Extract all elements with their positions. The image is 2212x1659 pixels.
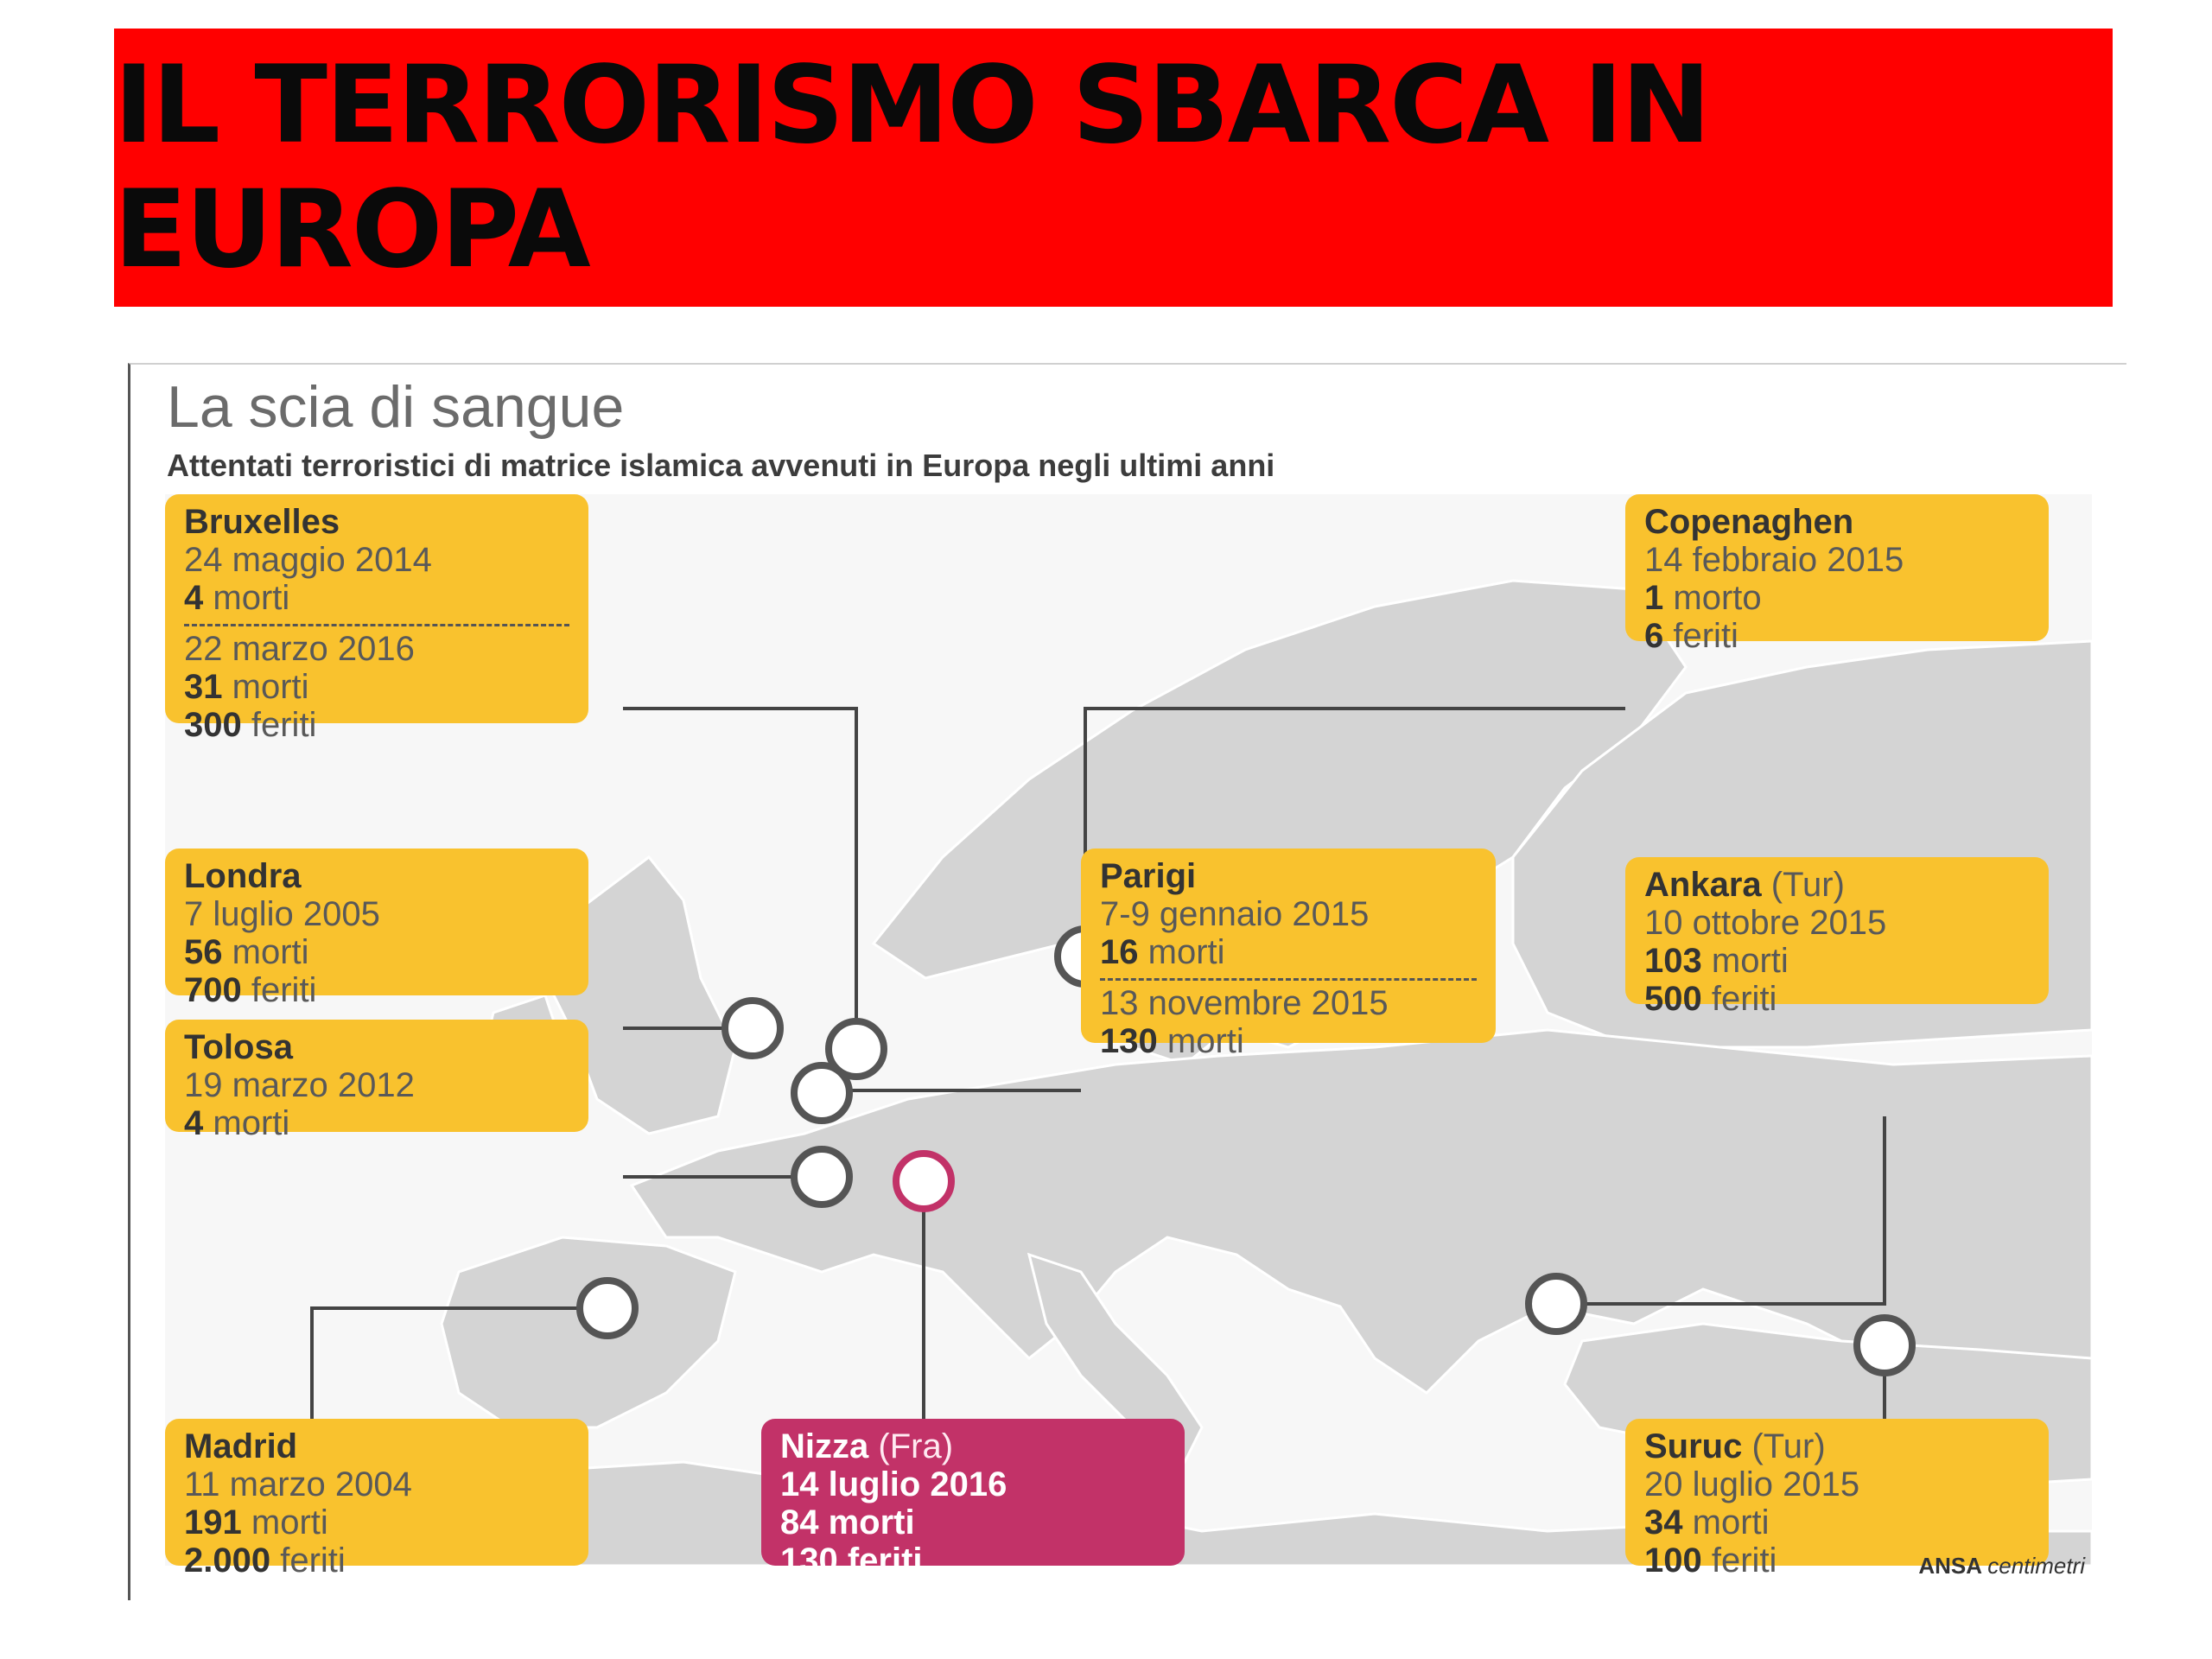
- event-city: Tolosa: [184, 1028, 293, 1066]
- event-injured: [1644, 980, 2030, 1018]
- casualties-number: 4: [184, 1104, 204, 1142]
- event-date: 7 luglio 2005: [184, 895, 380, 933]
- event-country: (Tur): [1751, 1427, 1826, 1465]
- event-casualties: [1100, 933, 1477, 971]
- event-casualties: [1644, 579, 2030, 617]
- casualties-number: 4: [184, 579, 204, 617]
- casualties-label: morti: [1711, 942, 1789, 980]
- event-date: 14 febbraio 2015: [1644, 541, 1904, 579]
- event-date: 24 maggio 2014: [184, 541, 432, 579]
- event-box-nizza: [761, 1419, 1185, 1580]
- event-city: Londra: [184, 857, 302, 895]
- casualties-label: morti: [232, 933, 309, 971]
- casualties-number: 31: [184, 668, 223, 706]
- event-injured: [184, 706, 569, 744]
- casualties-label: morti: [232, 668, 309, 706]
- source-agency: ANSA: [1918, 1553, 1982, 1579]
- divider: [1100, 978, 1477, 981]
- casualties-label: morti: [251, 1503, 328, 1541]
- event-injured: [184, 1541, 569, 1580]
- event-box-copenaghen: [1625, 494, 2049, 655]
- event-date: 13 novembre 2015: [1100, 984, 1389, 1022]
- event-date: 20 luglio 2015: [1644, 1465, 1860, 1503]
- event-casualties: [184, 933, 569, 971]
- event-city: Bruxelles: [184, 503, 340, 541]
- event-casualties: [184, 1104, 569, 1142]
- event-box-ankara: [1625, 857, 2049, 1018]
- injured-number: 100: [1644, 1541, 1702, 1580]
- europe-map: [165, 494, 2092, 1580]
- event-injured: 130 feriti: [780, 1541, 923, 1580]
- pin-parigi: [794, 1065, 849, 1121]
- infographic: [128, 363, 2126, 1600]
- injured-number: 2.000: [184, 1541, 271, 1580]
- event-city: Copenaghen: [1644, 503, 1854, 541]
- event-date: 10 ottobre 2015: [1644, 904, 1887, 942]
- event-city: Suruc: [1644, 1427, 1743, 1465]
- event-casualties: 84 morti: [780, 1503, 915, 1541]
- pin-madrid: [580, 1281, 635, 1336]
- injured-number: 700: [184, 971, 242, 1009]
- pin-londra: [725, 1001, 780, 1056]
- event-date: 22 marzo 2016: [184, 630, 415, 668]
- casualties-label: morti: [1692, 1503, 1770, 1541]
- map-title: La scia di sangue: [167, 374, 625, 440]
- casualties-label: morti: [213, 579, 290, 617]
- injured-label: feriti: [251, 971, 317, 1009]
- event-date: 11 marzo 2004: [184, 1465, 412, 1503]
- casualties-number: 1: [1644, 579, 1664, 617]
- event-city: Madrid: [184, 1427, 298, 1465]
- pin-suruc: [1857, 1318, 1912, 1373]
- injured-label: feriti: [280, 1541, 346, 1580]
- event-casualties: [1644, 1503, 2030, 1541]
- event-box-madrid: [165, 1419, 588, 1580]
- injured-label: feriti: [1711, 980, 1777, 1018]
- event-box-bruxelles: [165, 494, 588, 744]
- injured-number: 300: [184, 706, 242, 744]
- event-city: Ankara: [1644, 866, 1762, 904]
- injured-number: 500: [1644, 980, 1702, 1018]
- casualties-number: 191: [184, 1503, 242, 1541]
- event-box-parigi: [1081, 849, 1496, 1060]
- event-casualties: [184, 579, 569, 617]
- source-credit: [1918, 1553, 2085, 1580]
- injured-number: 6: [1644, 617, 1664, 655]
- event-date: 7-9 gennaio 2015: [1100, 895, 1370, 933]
- injured-label: feriti: [1673, 617, 1738, 655]
- casualties-number: 56: [184, 933, 223, 971]
- casualties-number: 34: [1644, 1503, 1683, 1541]
- event-injured: [184, 971, 569, 1009]
- pin-ankara: [1529, 1276, 1584, 1332]
- event-date: 14 luglio 2016: [780, 1465, 1007, 1503]
- event-injured: [1644, 617, 2030, 655]
- casualties-label: morti: [213, 1104, 290, 1142]
- event-country: (Fra): [878, 1427, 954, 1465]
- casualties-number: 103: [1644, 942, 1702, 980]
- event-casualties: [1100, 1022, 1477, 1060]
- casualties-number: 130: [1100, 1022, 1158, 1060]
- event-box-londra: [165, 849, 588, 1009]
- source-partner: centimetri: [1987, 1553, 2085, 1579]
- injured-label: feriti: [251, 706, 317, 744]
- event-city: Parigi: [1100, 857, 1197, 895]
- event-date: 19 marzo 2012: [184, 1066, 415, 1104]
- casualties-number: 16: [1100, 933, 1139, 971]
- casualties-label: morti: [1147, 933, 1225, 971]
- pin-nizza: [896, 1154, 951, 1209]
- event-country: (Tur): [1770, 866, 1845, 904]
- event-casualties: [184, 1503, 569, 1541]
- title-banner: [114, 29, 2113, 307]
- event-box-tolosa: [165, 1020, 588, 1142]
- event-casualties: [1644, 942, 2030, 980]
- event-city: Nizza: [780, 1427, 869, 1465]
- casualties-label: morto: [1673, 579, 1762, 617]
- event-casualties: [184, 668, 569, 706]
- divider: [184, 624, 569, 626]
- pin-tolosa: [794, 1149, 849, 1205]
- casualties-label: morti: [1166, 1022, 1244, 1060]
- injured-label: feriti: [1711, 1541, 1777, 1580]
- page-title: IL TERRORISMO SBARCA IN EUROPA: [114, 43, 1710, 292]
- map-subtitle: Attentati terroristici di matrice islamica avvenuti in Europa negli ultimi anni: [167, 448, 1275, 483]
